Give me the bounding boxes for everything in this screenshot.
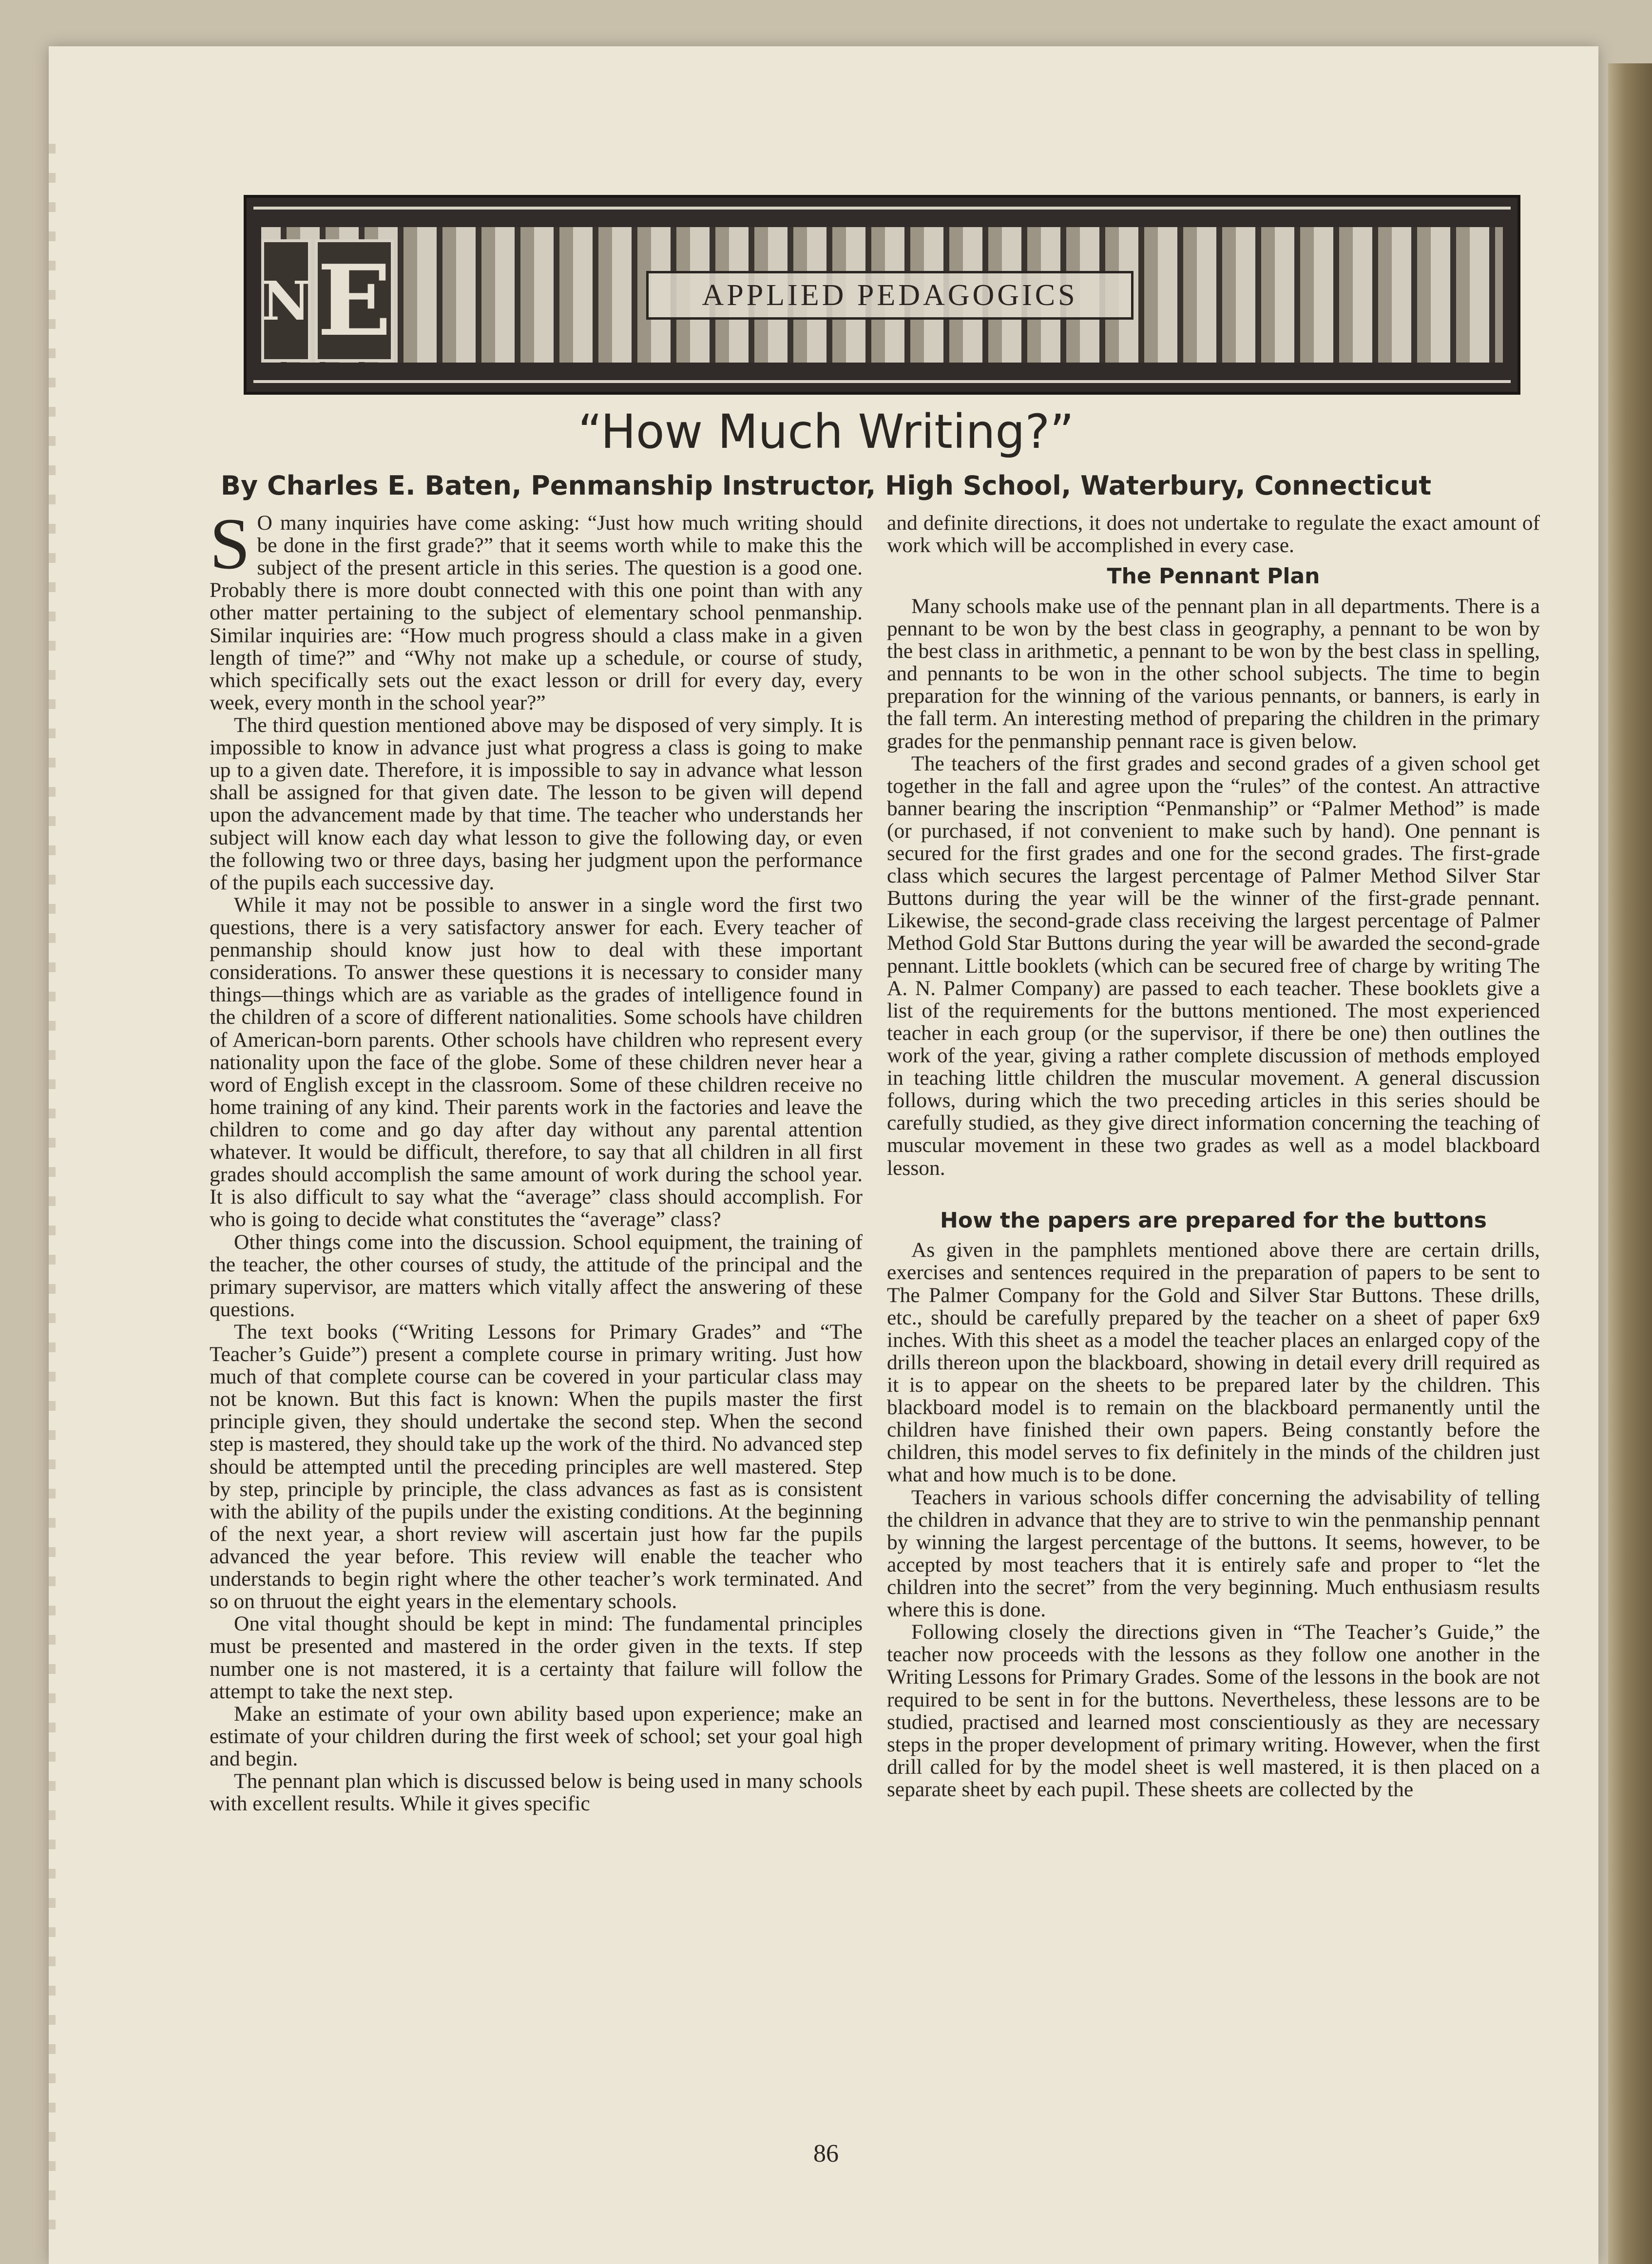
article-title: “How Much Writing?” <box>577 404 1075 459</box>
banner-subtitle-box <box>646 271 1133 320</box>
banner-initial-letter: E <box>315 239 394 362</box>
left-paragraph-3: While it may not be possible to answer in a single word the first two questions, there is a very satisfactory answer for each. Every teacher of penmanship should know just how to deal with these important considerations. To answer these questions it is necessary to consider many things—things which are as variable as the grades of intelligence found in the children of a score of different nationalities. Some schools have children of American-born parents. Other schools have children who represent every nationality upon the face of the globe. Some of these children never hear a word of English except in the classroom. Some of these children receive no home training of any kind. Their parents work in the factories and leave the children to come and go day after day without any parental attention whatever. It would be difficult, therefore, to say that all children in all first grades should accomplish the same amount of work during the school year. It is also difficult to say what the “average” class should accomplish. For who is going to decide what constitutes the “average” class? <box>210 893 863 1231</box>
left-paragraph-2: The third question mentioned above may be disposed of very simply. It is impossible to know in advance just what progress a class is going to make up to a given date. Therefore, it is impossible to say in advance what lesson shall be assigned for that given date. The lesson to be given will depend upon the advancement made by that time. The teacher who understands her subject will know each day what lesson to give the following day, or even the following two or three days, basing her judgment upon the performance of the pupils each successive day. <box>210 713 863 894</box>
left-paragraph-7: Make an estimate of your own ability based upon experience; make an estimate of your children during the first week of school; set your goal high and begin. <box>210 1702 863 1771</box>
drop-cap: S <box>210 503 250 584</box>
left-paragraph-8: The pennant plan which is discussed below is being used in many schools with excellent results. While it gives specific <box>210 1769 863 1816</box>
banner-subtitle: APPLIED PEDAGOGICS <box>702 278 1078 312</box>
right-paragraph-5: Following closely the directions given in “The Teacher’s Guide,” the teacher now proceeds with the lessons as they follow one another in the Writing Lessons for Primary Grades. Some of the lessons in the book are not required to be sent in for the buttons. Nevertheless, these lessons are to be studied, practised and learned most conscientiously as they are necessary steps in the proper development of primary writing. However, when the first drill called for by the model sheet is well mastered, it is then placed on a separate sheet by each pupil. These sheets are collected by the <box>887 1620 1540 1801</box>
right-paragraph-2: The teachers of the first grades and second grades of a given school get together in the fall and agree upon the “rules” of the contest. An attractive banner bearing the inscription “Penmanship” or “Palmer Method” is made (or purchased, if not convenient to make such by hand). One pennant is secured for the first grades and one for the second grades. The first-grade class which secures the largest percentage of Palmer Method Silver Star Buttons during the year will be the winner of the first-grade pennant. Likewise, the second-grade class receiving the largest percentage of Palmer Method Gold Star Buttons during the year will be awarded the second-grade pennant. Little booklets (which can be secured free of charge by writing The A. N. Palmer Company) are passed to each teacher. These booklets give a list of the requirements for the buttons mentioned. The most experienced teacher in each group (or the supervisor, if there be one) then outlines the work of the year, giving a rather complete discussion of methods employed in teaching little children the muscular movement. A general discussion follows, during which the two preceding articles in this series should be carefully studied, as they give direct information concerning the teaching of muscular movement in these two grades as well as a model blackboard lesson. <box>887 751 1540 1180</box>
left-paragraph-4: Other things come into the discussion. School equipment, the training of the teacher, the other courses of study, the attitude of the principal and the primary supervisor, are matters which vitally affect the answering of these questions. <box>210 1230 863 1321</box>
section-heading-buttons: How the papers are prepared for the buttons <box>940 1208 1487 1233</box>
section-gap <box>887 1179 1540 1201</box>
article-byline: By Charles E. Baten, Penmanship Instructor, High School, Waterbury, Connecticut <box>220 470 1432 501</box>
page-edge <box>1608 63 1652 2264</box>
header-banner <box>244 195 1520 395</box>
page-number: 86 <box>813 2140 839 2168</box>
right-paragraph-3: As given in the pamphlets mentioned above there are certain drills, exercises and sentences required in the preparation of papers to be sent to The Palmer Company for the Gold and Silver Star Buttons. These drills, etc., should be carefully prepared by the teacher on a sheet of paper 6x9 inches. With this sheet as a model the teacher places an enlarged copy of the drills thereon upon the blackboard, showing in detail every drill required as it is to appear on the sheets to be prepared later by the children. This blackboard model is to remain on the blackboard permanently until the children have finished their own papers. Being constantly before the children, this model serves to fix definitely in the minds of the children just what and how much is to be done. <box>887 1238 1540 1487</box>
right-column <box>887 512 1540 1801</box>
left-column <box>210 503 863 1816</box>
left-paragraph-5: The text books (“Writing Lessons for Primary Grades” and “The Teacher’s Guide”) present a complete course in primary writing. Just how much of that complete course can be covered in your particular class may not be known. But this fact is known: When the pupils master the first principle given, they should undertake the second step. When the second step is mastered, they should take up the work of the third. No advanced step should be attempted until the preceding principles are well mastered. Step by step, principle by principle, the class advances as fast as is consistent with the ability of the pupils under the existing conditions. At the beginning of the next year, a short review will ascertain just how far the pupils advanced the year before. This review will enable the teacher who understands to begin right where the other teacher’s work terminated. And so on thruout the eight years in the elementary schools. <box>210 1320 863 1613</box>
right-paragraph-1: Many schools make use of the pennant plan in all departments. There is a pennant to be won by the best class in geography, a pennant to be won by the best class in arithmetic, a pennant to be won by the best class in spelling, and pennants to be won in the other school subjects. The time to begin preparation for the winning of the various pennants, or banners, is early in the fall term. An interesting method of preparing the children in the primary grades for the penmanship pennant race is given below. <box>887 594 1540 753</box>
section-heading-pennant-plan: The Pennant Plan <box>1107 564 1320 589</box>
right-paragraph-4: Teachers in various schools differ concerning the advisability of telling the children in advance that they are to strive to win the penmanship pennant by winning the largest percentage of the buttons. It seems, however, to be accepted by most teachers that it is entirely safe and proper to “let the children into the secret” from the very beginning. Much enthusiasm results where this is done. <box>887 1485 1540 1622</box>
left-paragraph-1: S O many inquiries have come asking: “Just how much writing should be done in the first grade?” that it seems worth while to make this the subject of the present article in this series. The question is a good one. Probably there is more doubt connected with this one point than with any other matter pertaining to the subject of elementary school penmanship. Similar inquiries are: “How much progress should a class make in a given length of time?” and “Why not make up a schedule, or course of study, which specifically sets out the exact lesson or drill for every day, every week, every month in the school year?” <box>210 503 863 714</box>
right-continuation: and definite directions, it does not undertake to regulate the exact amount of work which will be accomplished in every case. <box>887 511 1540 557</box>
left-paragraph-6: One vital thought should be kept in mind: The fundamental principles must be presented and mastered in the order given in the texts. If step number one is not mastered, it is a certainty that failure will follow the attempt to take the next step. <box>210 1612 863 1703</box>
banner-left-glyph: N <box>261 239 311 362</box>
